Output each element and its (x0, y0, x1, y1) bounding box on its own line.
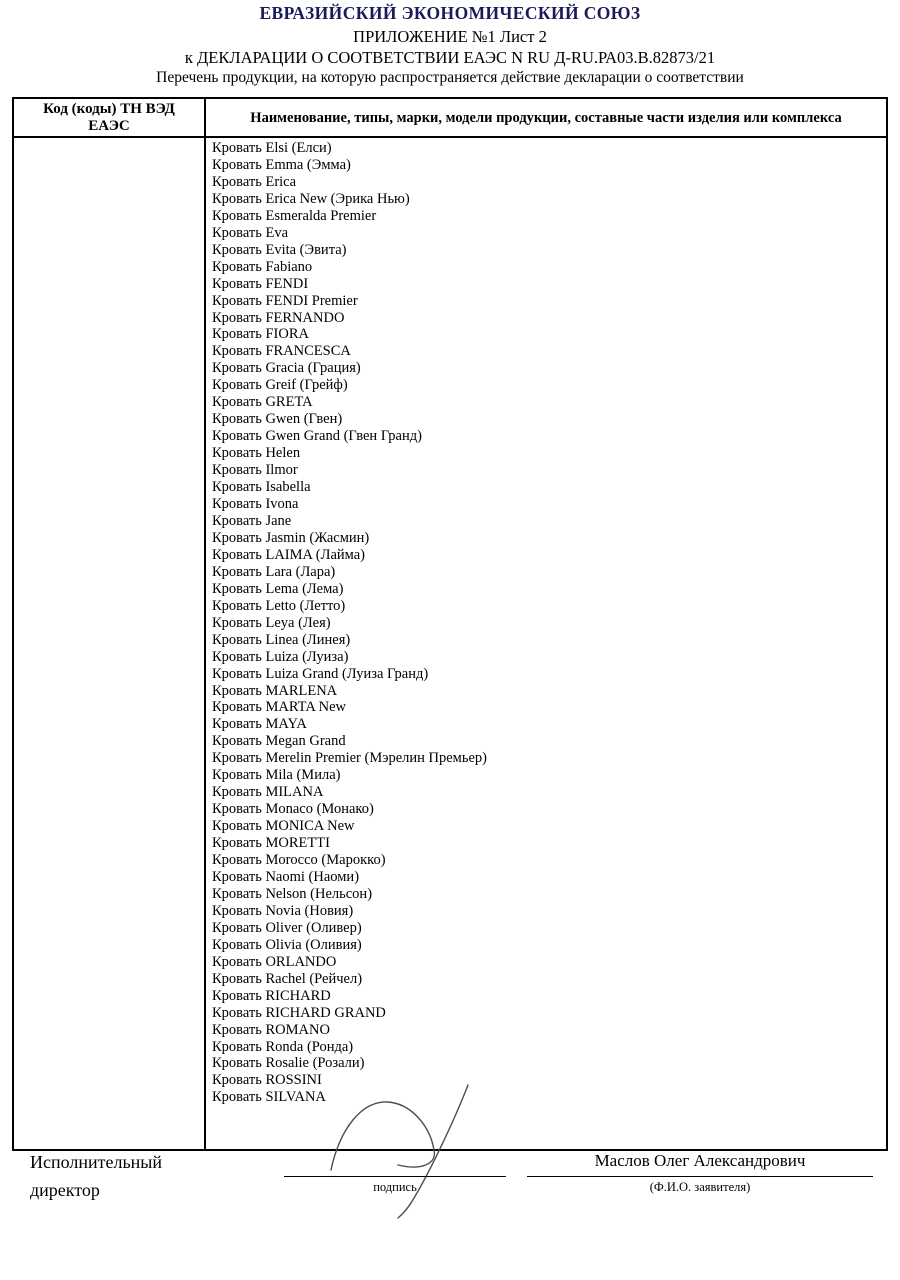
product-row: Кровать Leya (Лея) (212, 614, 331, 631)
product-row: Кровать Letto (Летто) (212, 597, 346, 614)
product-row: Кровать Elsi (Елси) (212, 140, 332, 156)
product-row: Кровать Luiza Grand (Луиза Гранд) (212, 665, 429, 682)
product-row: Кровать Greif (Грейф) (212, 377, 348, 394)
product-row: Кровать Lema (Лема) (212, 580, 344, 597)
table-header-row (14, 99, 886, 138)
product-row: Кровать MORETTI (212, 835, 330, 852)
product-row: Кровать Emma (Эмма) (212, 156, 351, 173)
code-column-header (14, 99, 206, 136)
product-row: Кровать Olivia (Оливия) (212, 936, 362, 953)
product-row: Кровать Erica New (Эрика Нью) (212, 190, 410, 207)
product-row: Кровать Monaco (Монако) (212, 801, 374, 818)
product-row: Кровать Rachel (Рейчел) (212, 970, 363, 987)
product-row: Кровать MONICA New (212, 818, 355, 835)
product-row: Кровать Nelson (Нельсон) (212, 885, 373, 902)
product-row: Кровать Morocco (Марокко) (212, 852, 386, 869)
product-row: Кровать Oliver (Оливер) (212, 919, 362, 936)
signature-caption: подпись (373, 1180, 417, 1194)
applicant-name: Маслов Олег Александрович (594, 1151, 806, 1170)
products-table (12, 97, 888, 1151)
table-body-row (14, 138, 886, 1149)
product-row: Кровать Evita (Эвита) (212, 241, 347, 258)
product-row: Кровать Megan Grand (212, 733, 346, 750)
name-column-header (206, 99, 886, 136)
product-row: Кровать ROSSINI (212, 1072, 322, 1089)
product-row: Кровать FERNANDO (212, 309, 345, 326)
name-column-header-text: Наименование, типы, марки, модели продукции, составные части изделия или комплекса (250, 109, 842, 126)
code-cell (14, 138, 206, 1149)
product-row: Кровать ROMANO (212, 1021, 330, 1038)
applicant-caption: (Ф.И.О. заявителя) (649, 1180, 751, 1194)
product-row: Кровать SILVANA (212, 1089, 326, 1106)
product-row: Кровать Merelin Premier (Мэрелин Премьер) (212, 750, 487, 767)
product-row: Кровать Gracia (Грация) (212, 360, 361, 377)
product-row: Кровать Fabiano (212, 258, 313, 275)
page-title: ЕВРАЗИЙСКИЙ ЭКОНОМИЧЕСКИЙ СОЮЗ (259, 3, 641, 23)
product-row: Кровать MILANA (212, 784, 324, 801)
product-row: Кровать MARLENA (212, 682, 338, 699)
product-row: Кровать Luiza (Луиза) (212, 648, 349, 665)
product-row: Кровать Linea (Линея) (212, 631, 351, 648)
product-row: Кровать Esmeralda Premier (212, 207, 377, 224)
product-row: Кровать Mila (Мила) (212, 767, 341, 784)
role-label: Исполнительный директор (30, 1152, 163, 1200)
products-cell (206, 138, 886, 1149)
product-row: Кровать LAIMA (Лайма) (212, 546, 366, 563)
product-row: Кровать FENDI (212, 275, 309, 292)
product-row: Кровать FIORA (212, 326, 309, 343)
product-row: Кровать Naomi (Наоми) (212, 868, 360, 885)
product-row: Кровать MARTA New (212, 699, 346, 716)
product-row: Кровать FRANCESCA (212, 343, 351, 360)
applicant-name-line (527, 1176, 873, 1177)
product-row: Кровать Erica (212, 173, 297, 190)
declaration-number-line: к ДЕКЛАРАЦИИ О СООТВЕТСТВИИ ЕАЭС N RU Д-RU.РА03.В.82873/21 (184, 48, 716, 67)
code-column-header-text: Код (коды) ТН ВЭД ЕАЭС (43, 101, 175, 134)
product-row: Кровать ORLANDO (212, 953, 337, 970)
product-row: Кровать Jane (212, 512, 292, 529)
product-row: Кровать Lara (Лара) (212, 563, 336, 580)
product-row: Кровать Ilmor (212, 462, 298, 479)
appendix-line: ПРИЛОЖЕНИЕ №1 Лист 2 (353, 27, 547, 46)
product-row: Кровать FENDI Premier (212, 292, 358, 309)
product-row: Кровать RICHARD GRAND (212, 1004, 386, 1021)
product-row: Кровать Gwen (Гвен) (212, 411, 343, 428)
product-row: Кровать Novia (Новия) (212, 902, 354, 919)
product-row: Кровать Gwen Grand (Гвен Гранд) (212, 428, 422, 445)
product-row: Кровать Ivona (212, 496, 299, 513)
product-row: Кровать Eva (212, 224, 289, 241)
product-row: Кровать Rosalie (Розали) (212, 1055, 365, 1072)
product-row: Кровать MAYA (212, 716, 307, 733)
product-row: Кровать Ronda (Ронда) (212, 1038, 354, 1055)
product-row: Кровать Jasmin (Жасмин) (212, 529, 370, 546)
product-row: Кровать Isabella (212, 479, 311, 496)
signature-line (284, 1176, 506, 1177)
product-row: Кровать GRETA (212, 394, 313, 411)
product-row: Кровать Helen (212, 445, 301, 462)
product-row: Кровать RICHARD (212, 987, 331, 1004)
product-list-description: Перечень продукции, на которую распространяется действие декларации о соответствии (156, 69, 744, 86)
